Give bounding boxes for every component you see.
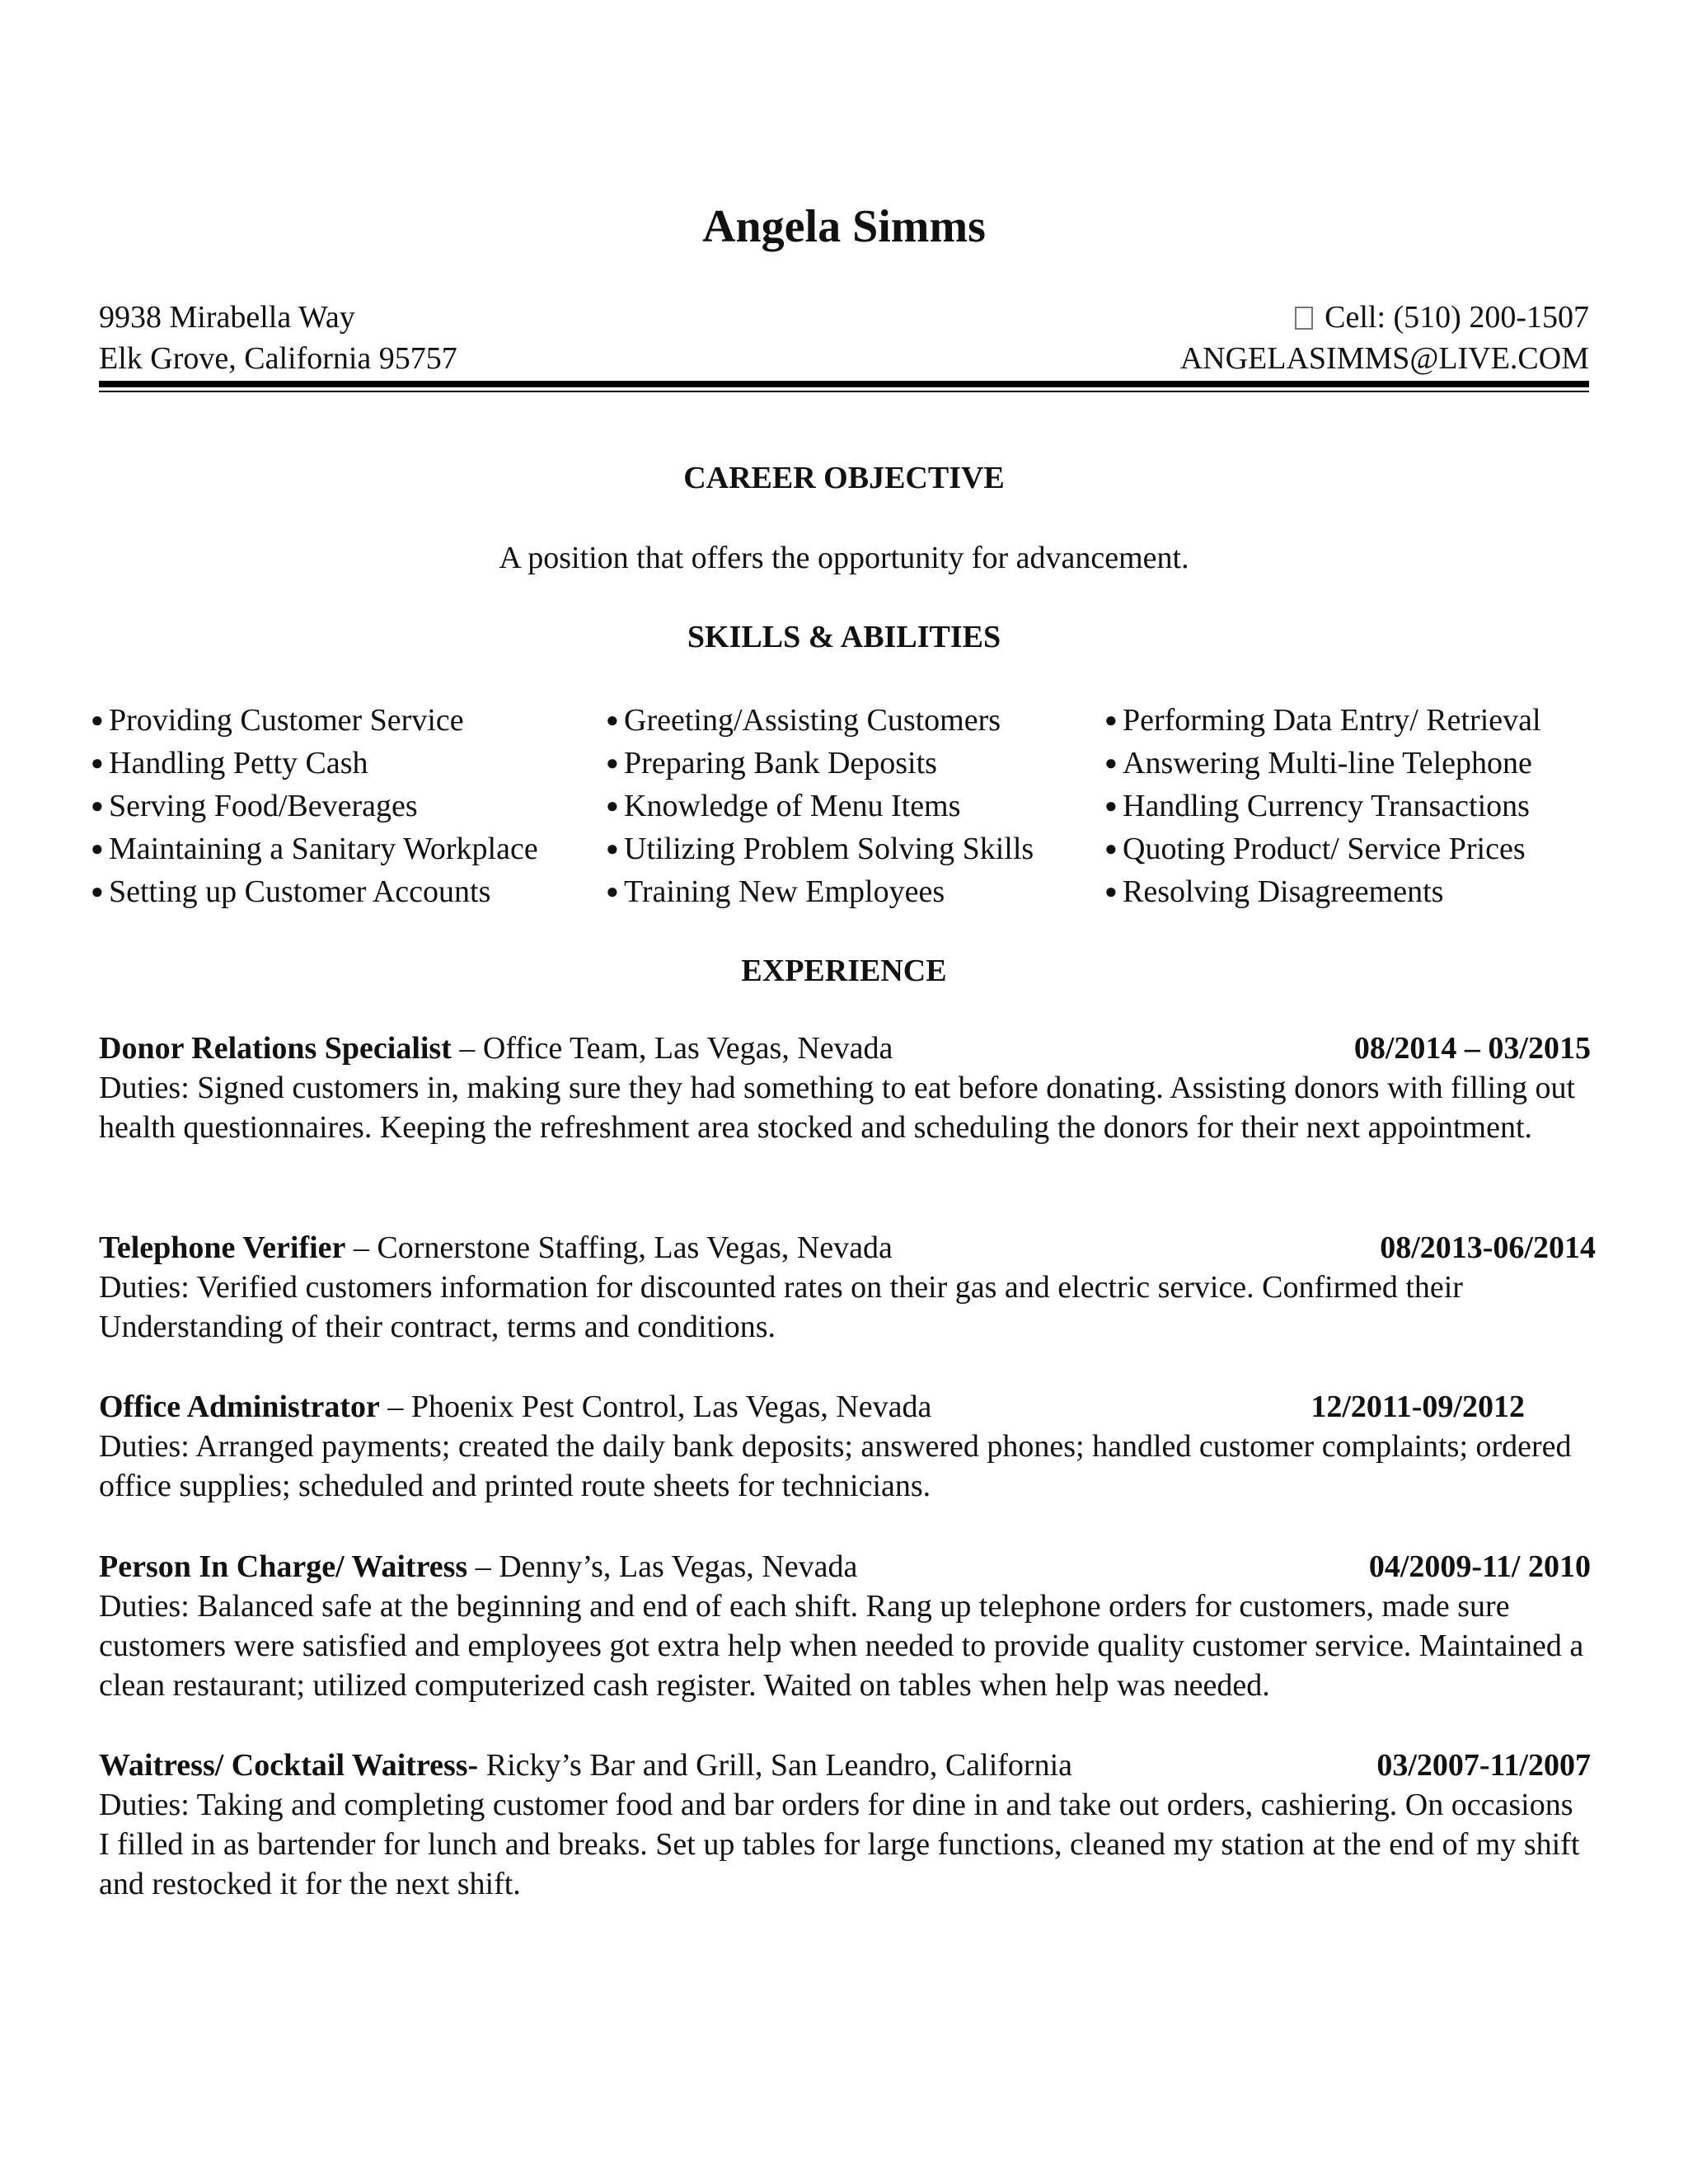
address-line-2: Elk Grove, California 95757 (99, 341, 457, 376)
job-dates: 12/2011-09/2012 (1311, 1390, 1525, 1424)
skill-item: ● Serving Food/Beverages (91, 785, 538, 827)
bullet-icon: ● (91, 794, 104, 818)
job-title: Office Administrator (99, 1390, 380, 1424)
job-duties: Duties: Balanced safe at the beginning and end of each shift. Rang up telephone orders for customers, made sure customers were satisfied and employees got extra help when needed to provide quality customer service. Maintained a clean restaurant; utilized computerized cash register. Waited on tables when help was needed. (99, 1589, 1584, 1703)
job-title: Waitress/ Cocktail Waitress- (99, 1748, 479, 1783)
experience-heading: EXPERIENCE (741, 954, 947, 988)
job-title: Donor Relations Specialist (99, 1031, 452, 1066)
job-header (99, 1547, 1591, 1586)
job-title: Person In Charge/ Waitress (99, 1549, 468, 1584)
job-header (99, 1387, 1591, 1427)
job-duties: Duties: Taking and completing customer food and bar orders for dine in and take out orders, cashiering. On occasions I filled in as bartender for lunch and breaks. Set up tables for large functions, cleaned my station at the end of my shift and restocked it for the next shift. (99, 1788, 1580, 1901)
email-address: ANGELASIMMS@LIVE.COM (1179, 341, 1589, 376)
job-dates: 08/2014 – 03/2015 (1353, 1031, 1591, 1066)
job-duties: Duties: Verified customers information for discounted rates on their gas and electric service. Confirmed their Understanding of their contract, terms and conditions. (99, 1270, 1463, 1344)
job-employer: – Office Team, Las Vegas, Nevada (451, 1031, 893, 1066)
bullet-icon: ● (91, 837, 104, 860)
header-divider-thin (99, 391, 1589, 392)
skill-item: ● Maintaining a Sanitary Workplace (91, 827, 538, 870)
job-employer: – Denny’s, Las Vegas, Nevada (467, 1549, 858, 1584)
header-divider-thick (99, 381, 1589, 387)
skills-column-2 (606, 699, 1034, 913)
job-dates: 04/2009-11/ 2010 (1368, 1549, 1591, 1584)
skill-item: ● Training New Employees (606, 870, 1034, 913)
job-employer: – Cornerstone Staffing, Las Vegas, Nevada (345, 1230, 893, 1265)
skill-item: ● Quoting Product/ Service Prices (1104, 827, 1541, 870)
bullet-icon: ● (606, 751, 619, 775)
skill-item: ● Resolving Disagreements (1104, 870, 1541, 913)
bullet-icon: ● (606, 794, 619, 818)
job-entry (99, 1746, 1591, 1904)
skill-item: ● Knowledge of Menu Items (606, 785, 1034, 827)
skill-item: ● Providing Customer Service (91, 699, 538, 742)
job-dates: 03/2007-11/2007 (1376, 1748, 1591, 1783)
phone-line (1180, 297, 1589, 338)
job-title: Telephone Verifier (99, 1230, 346, 1265)
job-header (99, 1228, 1596, 1268)
job-entry (99, 1387, 1591, 1506)
contact-block (1180, 297, 1589, 379)
bullet-icon: ● (606, 837, 619, 860)
objective-heading: CAREER OBJECTIVE (683, 461, 1005, 495)
skill-item: ● Preparing Bank Deposits (606, 742, 1034, 785)
job-dates: 08/2013-06/2014 (1380, 1230, 1596, 1265)
objective-text: A position that offers the opportunity for advancement. (499, 541, 1189, 575)
job-duties: Duties: Arranged payments; created the daily bank deposits; answered phones; handled customer complaints; ordered office supplies; scheduled and printed route sheets for technicians. (99, 1429, 1572, 1503)
address-block (99, 297, 457, 379)
job-header (99, 1746, 1591, 1785)
missing-glyph-icon (1295, 307, 1313, 330)
skill-item: ● Answering Multi-line Telephone (1104, 742, 1541, 785)
bullet-icon: ● (1104, 751, 1118, 775)
skills-heading: SKILLS & ABILITIES (687, 620, 1001, 654)
skills-column-3 (1104, 699, 1541, 913)
job-header (99, 1029, 1591, 1068)
job-entry (99, 1547, 1591, 1705)
bullet-icon: ● (91, 751, 104, 775)
phone-number: Cell: (510) 200-1507 (1325, 300, 1589, 335)
job-entry (99, 1228, 1596, 1347)
bullet-icon: ● (606, 879, 619, 903)
skill-item: ● Utilizing Problem Solving Skills (606, 827, 1034, 870)
bullet-icon: ● (1104, 794, 1118, 818)
bullet-icon: ● (1104, 708, 1118, 732)
skill-item: ● Handling Currency Transactions (1104, 785, 1541, 827)
skill-item: ● Performing Data Entry/ Retrieval (1104, 699, 1541, 742)
job-entry (99, 1029, 1591, 1147)
skill-item: ● Setting up Customer Accounts (91, 870, 538, 913)
job-employer: – Phoenix Pest Control, Las Vegas, Nevada (379, 1390, 932, 1424)
bullet-icon: ● (1104, 837, 1118, 860)
bullet-icon: ● (606, 708, 619, 732)
skill-item: ● Greeting/Assisting Customers (606, 699, 1034, 742)
resume-name: Angela Simms (702, 201, 986, 252)
job-employer: Ricky’s Bar and Grill, San Leandro, California (478, 1748, 1072, 1783)
bullet-icon: ● (91, 708, 104, 732)
bullet-icon: ● (1104, 879, 1118, 903)
bullet-icon: ● (91, 879, 104, 903)
skills-column-1 (91, 699, 538, 913)
skill-item: ● Handling Petty Cash (91, 742, 538, 785)
job-duties: Duties: Signed customers in, making sure they had something to eat before donating. Assisting donors with filling out health questionnaires. Keeping the refreshment area stocked and scheduling the donors for their next appointment. (99, 1071, 1576, 1145)
address-line-1: 9938 Mirabella Way (99, 300, 355, 335)
